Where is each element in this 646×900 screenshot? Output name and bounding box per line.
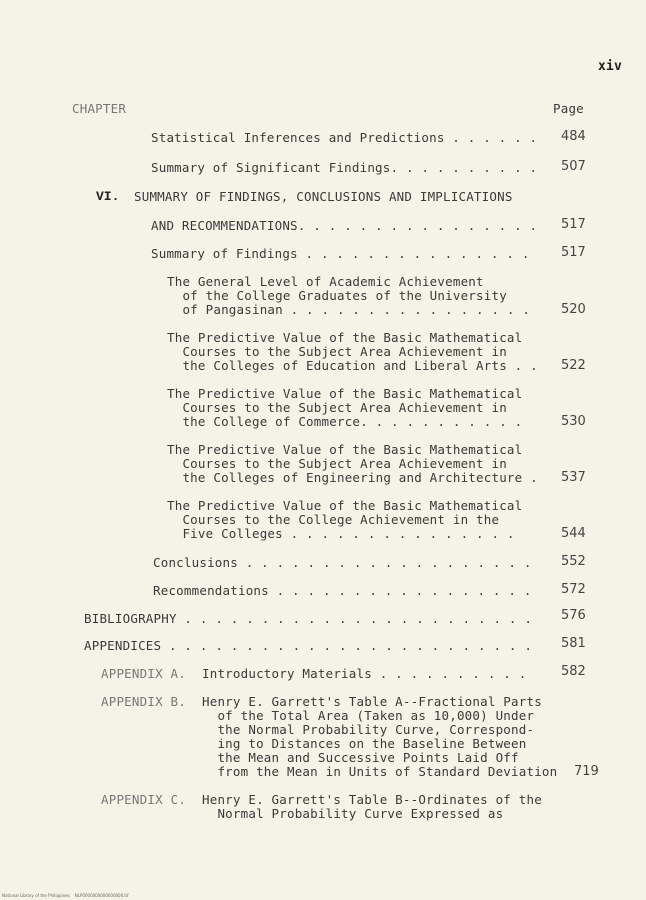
page-header: Page (553, 101, 584, 116)
toc-page: 484 (561, 129, 586, 144)
toc-entry-line: The Predictive Value of the Basic Mathematical (167, 498, 523, 513)
toc-entry: Introductory Materials . . . . . . . . . . (202, 666, 527, 681)
toc-page: 517 (561, 245, 586, 260)
toc-entry-line: the Colleges of Engineering and Architecture . (167, 470, 538, 485)
toc-entry-line: from the Mean in Units of Standard Deviation (202, 764, 558, 779)
scan-footer: National Library of the Philippines NLP0000000000000000.tif (2, 893, 129, 898)
toc-page: 572 (561, 582, 586, 597)
toc-entry: AND RECOMMENDATIONS. . . . . . . . . . . . . . . . (151, 218, 538, 233)
toc-entry-line: the College of Commerce. . . . . . . . . . . (167, 414, 523, 429)
toc-entry: Summary of Significant Findings. . . . . . . . . . (151, 160, 538, 175)
chapter-header: CHAPTER (72, 101, 127, 116)
toc-entry: Conclusions . . . . . . . . . . . . . . . . . . . (153, 555, 532, 570)
toc-entry-line: of the Total Area (Taken as 10,000) Under (202, 708, 535, 723)
toc-entry-line: The Predictive Value of the Basic Mathematical (167, 386, 523, 401)
toc-page: 582 (561, 664, 586, 679)
toc-entry: Summary of Findings . . . . . . . . . . . . . . . (151, 246, 530, 261)
toc-page: 520 (561, 302, 586, 317)
toc-entry: Statistical Inferences and Predictions . . . . . . (151, 130, 538, 145)
toc-entry-line: Normal Probability Curve Expressed as (202, 806, 504, 821)
toc-entry-line: ing to Distances on the Baseline Between (202, 736, 527, 751)
toc-entry: APPENDICES . . . . . . . . . . . . . . . . . . . . . . . . (84, 638, 533, 653)
appendix-label: APPENDIX A. (101, 666, 186, 681)
toc-entry-line: Courses to the College Achievement in the (167, 512, 500, 527)
toc-page: 719 (574, 764, 599, 779)
toc-entry-line: Five Colleges . . . . . . . . . . . . . . . (167, 526, 515, 541)
toc-entry-line: of the College Graduates of the University (167, 288, 507, 303)
toc-page: 507 (561, 159, 586, 174)
toc-entry-line: The Predictive Value of the Basic Mathematical (167, 330, 523, 345)
toc-page: 576 (561, 608, 586, 623)
toc-entry: Recommendations . . . . . . . . . . . . . . . . . (153, 583, 532, 598)
toc-entry-line: The Predictive Value of the Basic Mathematical (167, 442, 523, 457)
toc-entry-line: of Pangasinan . . . . . . . . . . . . . . . . (167, 302, 531, 317)
chapter-numeral: VI. (96, 189, 120, 204)
toc-page: 581 (561, 636, 586, 651)
page-number: xiv (598, 59, 623, 74)
toc-entry-line: the Normal Probability Curve, Correspond- (202, 722, 535, 737)
toc-entry-line: Courses to the Subject Area Achievement in (167, 456, 507, 471)
toc-entry-line: the Mean and Successive Points Laid Off (202, 750, 519, 765)
toc-entry-line: Courses to the Subject Area Achievement in (167, 400, 507, 415)
toc-page: 522 (561, 358, 586, 373)
toc-page: 537 (561, 470, 586, 485)
chapter-title: SUMMARY OF FINDINGS, CONCLUSIONS AND IMPLICATIONS (134, 189, 513, 204)
toc-entry-line: the Colleges of Education and Liberal Arts . . (167, 358, 538, 373)
toc-page: 552 (561, 554, 586, 569)
toc-entry-line: Courses to the Subject Area Achievement in (167, 344, 507, 359)
toc-page: 517 (561, 217, 586, 232)
toc-page: 544 (561, 526, 586, 541)
toc-entry: BIBLIOGRAPHY . . . . . . . . . . . . . . . . . . . . . . . (84, 611, 533, 626)
toc-entry-line: Henry E. Garrett's Table B--Ordinates of the (202, 792, 542, 807)
toc-entry-line: Henry E. Garrett's Table A--Fractional Parts (202, 694, 542, 709)
toc-entry-line: The General Level of Academic Achievement (167, 274, 484, 289)
appendix-label: APPENDIX C. (101, 792, 186, 807)
toc-page: 530 (561, 414, 586, 429)
appendix-label: APPENDIX B. (101, 694, 186, 709)
